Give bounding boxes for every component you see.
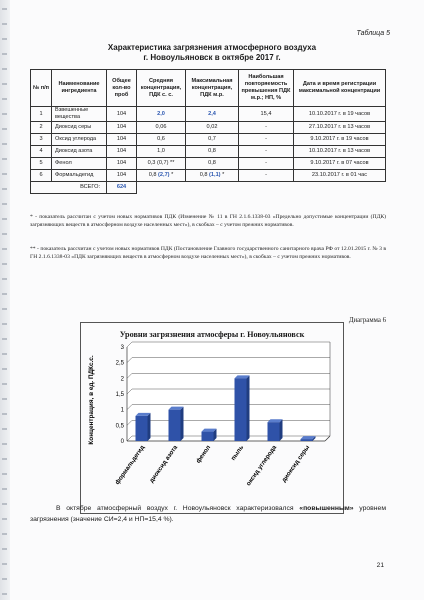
- x-tick-label: диоксид азота: [148, 444, 180, 485]
- row-exceedance: -: [239, 158, 294, 170]
- table-title-line-1: Характеристика загрязнения атмосферного воздуха: [107, 43, 317, 52]
- row-avg: [137, 170, 186, 182]
- plot-area: [127, 342, 330, 441]
- row-number: 6: [31, 170, 52, 182]
- total-value: 624: [107, 182, 137, 194]
- row-ingredient: Диоксид азота: [52, 146, 107, 158]
- row-date: 10.10.2017 г. в 13 часов: [294, 146, 386, 158]
- header-max-concentration: Максимальная концентрация, ПДК м.р.: [186, 70, 239, 107]
- row-date: 9.10.2017 г. в 19 часов: [294, 134, 386, 146]
- page-binding-strip: [0, 0, 10, 600]
- row-samples: 104: [107, 107, 137, 122]
- total-empty: [137, 182, 386, 194]
- row-avg: 0,6: [137, 134, 186, 146]
- bar: [268, 422, 280, 441]
- row-samples: 104: [107, 122, 137, 134]
- bar-side: [181, 407, 184, 441]
- row-max: [186, 170, 239, 182]
- header-exceedance: Наибольшая повторяемость превышения ПДК м.р.; НП, %: [239, 70, 294, 107]
- table-title-line-2: г. Новоульяновск в октябре 2017 г.: [143, 53, 281, 62]
- row-max: 0,02: [186, 122, 239, 134]
- row-samples: 104: [107, 146, 137, 158]
- row-number: 1: [31, 107, 52, 122]
- table-row: [31, 170, 386, 182]
- row-avg: 0,06: [137, 122, 186, 134]
- row-date: 10.10.2017 г. в 19 часов: [294, 107, 386, 122]
- y-tick-label: 1: [120, 407, 124, 414]
- footnote-1: * - показатель рассчитан с учетом новых нормативов ПДК (Изменение № 11 в ГН 2.1.6.1338-03 «Предельно допустимые концентрации (ПДК) загрязняющих веществ в атмосферном воздухе населенных мест»), в скобках – с учетом прежних нормативов.: [30, 214, 386, 229]
- row-max: 0,7: [186, 134, 239, 146]
- bar: [235, 378, 247, 441]
- header-date-time: Дата и время регистрации максимальной концентрации: [294, 70, 386, 107]
- chart-title: Уровни загрязнения атмосферы г. Новоульяновск: [119, 330, 305, 339]
- row-date: 9.10.2017 г. в 07 часов: [294, 158, 386, 170]
- footnote-2: ** - показатель рассчитан с учетом новых нормативов ПДК (Постановление Главного государственного санитарного врача РФ от 12.01.2015 г. № 3 в ГН 2.1.6.1338-03 «ПДК загрязняющих веществ в атмосферном воздухе населенных мест»), в скобках – с учетом прежних нормативов.: [30, 246, 386, 261]
- bar: [136, 416, 148, 441]
- row-number: 2: [31, 122, 52, 134]
- avg-footnote-mark: *: [169, 172, 174, 178]
- row-avg: 1,0: [137, 146, 186, 158]
- bar-side: [280, 419, 283, 441]
- y-tick-label: 0: [120, 439, 124, 445]
- x-tick-label: диоксид серы: [280, 444, 312, 484]
- table-row: [31, 122, 386, 134]
- row-ingredient: Взвешенные вещества: [52, 107, 107, 122]
- table-header-row: [31, 70, 386, 107]
- row-ingredient: Фенол: [52, 158, 107, 170]
- pollution-table: [30, 69, 386, 194]
- y-tick-label: 0,5: [115, 423, 124, 430]
- header-number: № п/п: [31, 70, 52, 107]
- bar-chart: [81, 323, 343, 513]
- table-caption: Таблица 5: [356, 30, 390, 37]
- bar-side: [148, 413, 151, 441]
- row-max: 0,8: [186, 158, 239, 170]
- bar-side: [247, 375, 250, 441]
- row-number: 5: [31, 158, 52, 170]
- x-tick-label: фенол: [194, 444, 213, 465]
- header-ingredient: Наименование ингредиента: [52, 70, 107, 107]
- table-row: [31, 146, 386, 158]
- row-max: 0,8: [186, 146, 239, 158]
- row-date: 27.10.2017 г. в 13 часов: [294, 122, 386, 134]
- y-tick-label: 2,5: [115, 360, 124, 367]
- row-max: 2,4: [186, 107, 239, 122]
- chart-container: [80, 322, 344, 514]
- row-samples: 104: [107, 170, 137, 182]
- row-ingredient: Диоксид серы: [52, 122, 107, 134]
- row-number: 3: [31, 134, 52, 146]
- x-tick-label: пыль: [229, 444, 246, 462]
- summary-text-end: уровнем загрязнения (значение СИ=2,4 и НП=15,4 %).: [30, 505, 386, 523]
- row-number: 4: [31, 146, 52, 158]
- table-total-row: [31, 182, 386, 194]
- total-label: ВСЕГО:: [31, 182, 107, 194]
- row-exceedance: 15,4: [239, 107, 294, 122]
- avg-value: 0,8: [148, 172, 159, 178]
- row-samples: 104: [107, 158, 137, 170]
- table-row: [31, 134, 386, 146]
- y-tick-label: 2: [120, 376, 124, 383]
- summary-paragraph: [30, 503, 386, 525]
- row-ingredient: Оксид углерода: [52, 134, 107, 146]
- row-ingredient: Формальдегид: [52, 170, 107, 182]
- header-samples: Общее кол-во проб: [107, 70, 137, 107]
- y-axis-label: Концентрация, в ед. ПДКс.с.: [88, 355, 95, 445]
- x-tick-label: оксид углерода: [245, 444, 279, 488]
- y-tick-label: 3: [120, 345, 124, 351]
- summary-level: «повышенным»: [299, 505, 354, 512]
- bar: [202, 432, 214, 441]
- row-exceedance: -: [239, 146, 294, 158]
- row-date: 23.10.2017 г. в 01 час: [294, 170, 386, 182]
- row-exceedance: -: [239, 170, 294, 182]
- y-tick-label: 1,5: [115, 392, 124, 398]
- row-exceedance: -: [239, 134, 294, 146]
- x-tick-label: формальдегид: [113, 444, 147, 486]
- row-avg: 2,0: [137, 107, 186, 122]
- header-avg-concentration: Средняя концентрация, ПДК с. с.: [137, 70, 186, 107]
- row-samples: 104: [107, 134, 137, 146]
- summary-text-start: В октябре атмосферный воздух г. Новоульяновск характеризовался: [56, 505, 300, 512]
- max-old-value: (1,1): [209, 172, 221, 178]
- row-avg: 0,3 (0,7) **: [137, 158, 186, 170]
- table-row: [31, 158, 386, 170]
- bar: [301, 439, 313, 441]
- table-row: [31, 107, 386, 122]
- row-exceedance: -: [239, 122, 294, 134]
- diagram-label: Диаграмма 6: [348, 317, 386, 324]
- max-value: 0,8: [199, 172, 210, 178]
- bar: [169, 410, 181, 441]
- max-footnote-mark: *: [220, 172, 225, 178]
- page-number: 21: [376, 562, 384, 569]
- avg-old-value: (2,7): [158, 172, 170, 178]
